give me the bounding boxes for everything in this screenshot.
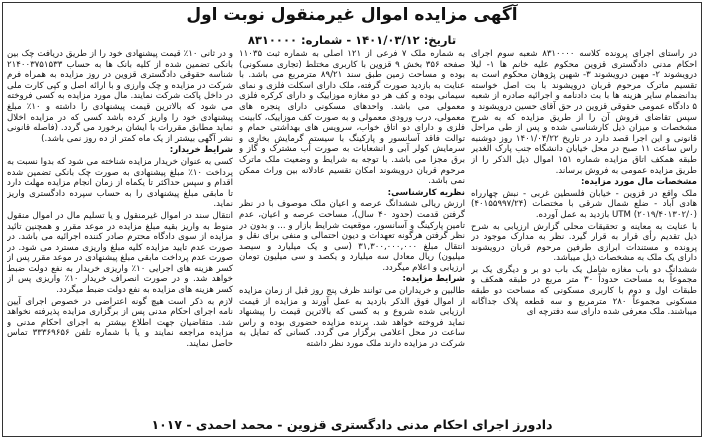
notice-title: آگهی مزایده اموال غیرمنقول نوبت اول <box>186 5 518 25</box>
column-middle <box>239 49 465 408</box>
paragraph: ملک واقع در قزوین - خیابان فلسطین غربی - نبش چهارراه هادی آباد - ضلع شمال شرقی با مختصات (۴۰۱۵۵۹۹۷/۲۴) (۲۰۱۹/۴۰۱۳۰۲/۰) UTM بازدید به عمل آورده. <box>471 188 697 220</box>
paragraph: کسی به عنوان خریدار مزایده شناخته می شود که بدوا نسبت به پرداخت ۱۰٪ مبلغ پیشنهادی به صورت چک بانکی تضمین شده اقدام و سپس حداکثر تا یکماه از زمان انجام مزایده مهلت دارد تا مابقی مبلغ پیشنهادی را به حساب سپرده دادگستری واریز نماید. <box>7 156 233 210</box>
section-heading: شرایط مزایده: <box>402 274 465 285</box>
column-right <box>471 49 697 408</box>
notice-date-number: تاریخ: ۱۴۰۱/۰۳/۱۲ - شماره: ۸۳۱۰۰۰۰ <box>247 33 457 47</box>
notice-body <box>7 49 697 408</box>
paragraph: به شماره ملک ۷ فرعی از ۱۲۱ اصلی به شماره ثبت ۱۱۰۳۵ صفحه ۳۵۶ بخش ۹ قزوین با کاربری مختلط (تجاری مسکونی) بوده و مساحت زمین طبق سند ۸۹/۲۱ مترمربع می باشد. با عنایت به بازدید صورت گرفته، ملک دارای اسکلت فلزی و نمای سیمانی بوده و کف هر دو مغازه موزاییک و دارای کرکره فلزی معمولی می باشد. واحدهای مسکونی دارای پنجره های معمولی، درب ورودی معمولی و به صورت کف موزاییک، کابینت فلزی و دارای دو اتاق خواب، سرویس های بهداشتی حمام و توالت فاقد آسانسور و پارکینگ با سیستم گرمایش بخاری و سرمایش کولر آبی و انشعابات به صورت آب مشترک و گاز و برق مجزا می باشد. با توجه به شرایط و وضعیت ملک ماترک مرحوم قربان درویشوند امکان تقسیم عادلانه بین وراث ممکن نمی باشد. <box>239 49 465 187</box>
paragraph: با عنایت به معاینه و تحقیقات محلی گزارش ارزیابی به شرح ذیل تقدیم رأی قرار به قرار گیرد. نظر به مدارک موجود در پرونده و مستندات ابرازی طرفین مرحوم قربان درویشوند دارای یک ملک به مشخصات ذیل میباشد. <box>471 221 697 264</box>
paragraph: در راستای اجرای پرونده کلاسه ۸۳۱۰۰۰۰ شعبه سوم اجرای احکام مدنی دادگستری قزوین محکوم علیه خانم ها ۱- لیلا درویشوند ۲- مهین درویشوند ۳- شهین پژوهان محکوم است به تقسیم ماترک مرحوم قربان درویشوند با بت اصل خواسته بدانضمام سایر هزینه ها با بت دادنامه و اجرائیه صادره از شعبه ۵ دادگاه عمومی حقوقی قزوین در حق آقای حسین درویشوند و سپس تقاضای فروش آن را از طریق مزایده که به شرح مشخصات و میزان ذیل کارشناسی شده و پس از طی مراحل قانونی و این اجرا قصد دارد در تاریخ ۱۴۰۱/۰۴/۲۲ روز دوشنبه راس ساعت ۱۱ صبح در محل خیابان دانشگاه جنب پارک الغدیر طبقه همکف اتاق مزایده شماره ۱۵۱ اموال ذیل الذکر را از طریق مزایده عمومی به فروش برساند. <box>471 49 697 176</box>
paragraph: ششدانگ دو باب مغازه شامل یک باب دو بر و دیگری یک بر مجموعاً به مساحت حدوداً ۳۰ متر مربع در طبقه همکف و طبقات اول و دوم با کاربری مسکونی که مساحت دو طبقه مسکونی مجموعاً ۲۸۰ مترمربع و سه قطعه پلاک جداگانه میباشند. ملک معرفی شده دارای سه دفترچه ای <box>471 264 697 318</box>
section-heading: مشخصات مال مورد مزایده: <box>581 177 697 188</box>
paragraph: و در ثانی ۱۰٪ قیمت پیشنهادی خود را از طریق دریافت چک بین بانکی تضمین شده از کلیه بانک ها به حساب ۲۱۴۰۰۳۷۵۱۵۳۳ شناسه حقوقی دادگستری قزوین در روز مزایده به همراه فرم شرکت در مزایده و چک وارزی و با ارائه اصل و کپی کارت ملی در داخل پاکت شرکت نمایند. مال مورد مزایده به کسی فروخته می شود که بالاترین قیمت پیشنهادی را داشته و ۱۰٪ مبلغ پیشنهادی خود را واریز کرده باشد کسی که در مزایده اخلال نماید مطابق مقررات با ایشان برخورد می گردد. (فاصله قانونی نشر آگهی بیشتر از یک ماه کمتر از ده روز نمی باشد.) <box>7 49 233 144</box>
section-heading: شرایط خریدار: <box>169 145 233 156</box>
paragraph: انتقال سند در اموال غیرمنقول و یا تسلیم مال در اموال منقول منوط به واریز بقیه مبلغ مزایده در موعد مقرر و همچنین تائید مزایده از سوی دادگاه محترم صادر کننده اجرائیه می باشد. در صورت عدم تایید مزایده کلیه مبلغ واریزی مسترد می شود. در صورت عدم پرداخت مابقی مبلغ پیشنهادی در موعد مقرر پس از کسر هزینه های اجرایی ۱۰٪ واریزی خریدار به نفع دولت ضبط خواهد شد. و در صورت انصراف خریدار ۱۰٪ واریزی پس از کسر هزینه های مزایده به نفع دولت ضبط میگردد. <box>7 210 233 296</box>
paragraph: لازم به ذکر است هیچ گونه اعتراضی در خصوص اجرای آیین نامه اجرای احکام مدنی پس از برگزاری مزایده پذیرفته نخواهد شد. متقاضیان جهت اطلاع بیشتر به اجرای احکام مدنی و مزایده مراجعه نمایند و یا با شماره تلفن ۳۳۳۶۹۶۵۶ تماس حاصل نمایند. <box>7 296 233 350</box>
notice-signature: دادورز اجرای احکام مدنی دادگستری قزوین - محمد احمدی - ۱۰۱۷ <box>151 417 553 432</box>
auction-notice <box>2 2 702 437</box>
paragraph: ارزش ریالی ششدانگ عرصه و اعیان ملک موصوف با در نظر گرفتن قدمت (حدود ۴۰ سال)، مساحت عرصه و اعیان، عدم تامین پارکینگ و آسانسور، موقعیت شرایط بازار و ... و بدون در نظر گرفتن هرگونه تعهدات و دیون احتمالی و منفی برای نقل و انتقال مبلغ ۳۱,۳۰۰,۰۰۰,۰۰۰ (سی و یک میلیارد و سیصد میلیون) ریال معادل سه میلیارد و یکصد و سی میلیون تومان ارزیابی و اعلام میگردد. <box>239 199 465 273</box>
section-heading: نظریه کارشناسی: <box>387 187 465 198</box>
column-left <box>7 49 233 408</box>
paragraph: طالبین و خریداران می توانند ظرف پنج روز قبل از زمان مزایده از اموال فوق الذکر بازدید به عمل آورند و مزایده از قیمت ارزیابی شده شروع و به کسی که بالاترین قیمت را پیشنهاد نماید فروخته خواهد شد. برنده مزایده حضوری بوده و راس ساعت در محل اعلامی برگزار می گردد. کسانی که تمایل به شرکت در مزایده دارند ملک مورد نظر داشته <box>239 286 465 350</box>
